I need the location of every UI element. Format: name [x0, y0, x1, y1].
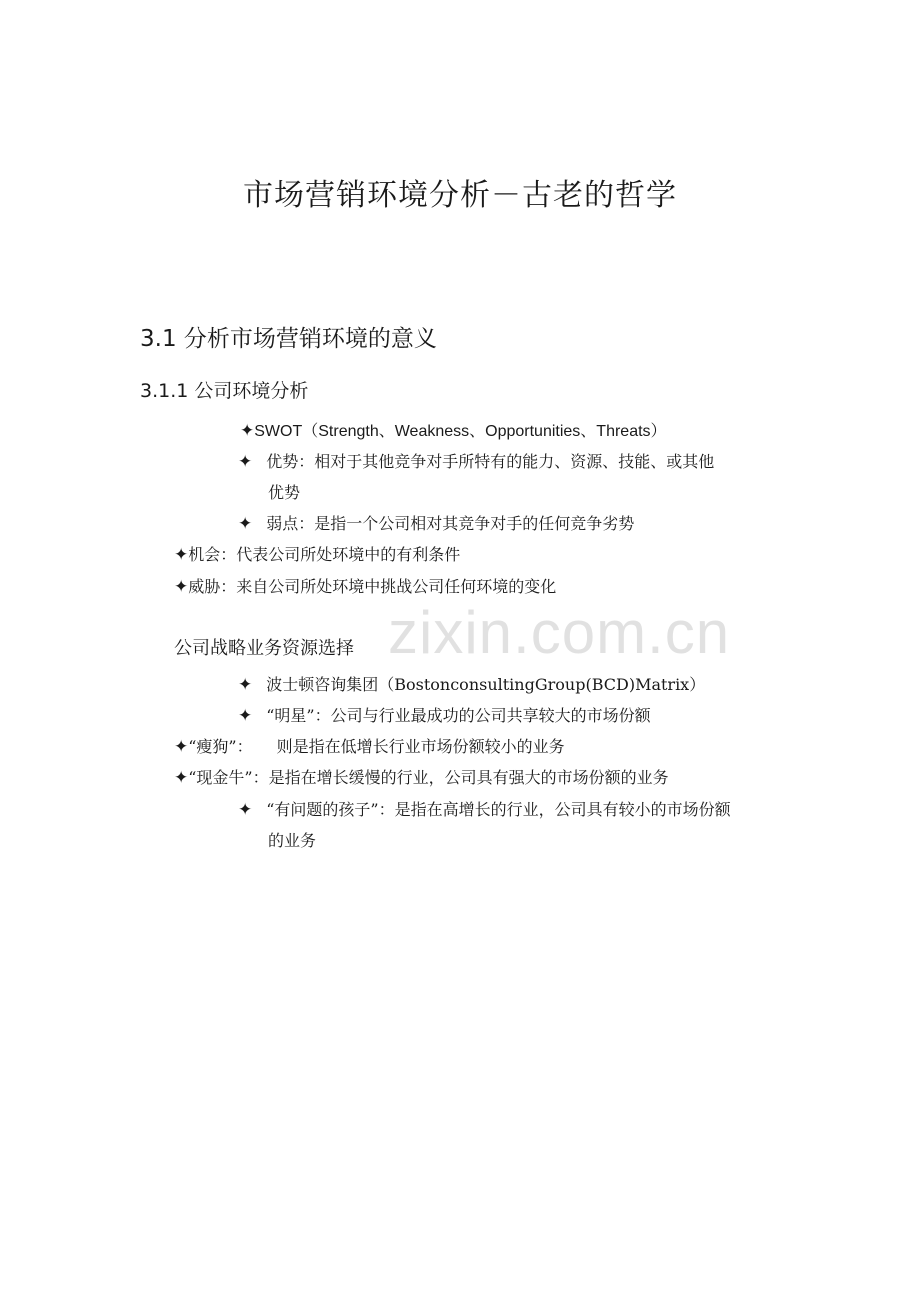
bullet-star-icon: ✦	[174, 768, 189, 788]
bullet-star-icon: ✦	[238, 800, 253, 820]
section-heading: 3.1 分析市场营销环境的意义	[140, 326, 437, 352]
strategy-heading: 公司战略业务资源选择	[174, 638, 354, 659]
bullet-star-icon: ✦	[238, 706, 253, 726]
swot-line	[240, 421, 667, 442]
bullet-star-icon: ✦	[238, 452, 253, 472]
bcg-intro-line	[238, 675, 705, 695]
bcg-dog-text: 则是指在低增长行业市场份额较小的业务	[276, 737, 565, 756]
page-title: 市场营销环境分析－古老的哲学	[243, 178, 677, 213]
subsection-heading: 3.1.1 公司环境分析	[140, 380, 309, 402]
weakness-text: 弱点：是指一个公司相对其竞争对手的任何竞争劣势	[266, 514, 635, 533]
watermark: zixin.com.cn	[388, 599, 731, 666]
strength-text-cont: 优势	[268, 483, 301, 502]
opportunity-line	[174, 545, 460, 565]
bullet-star-icon: ✦	[238, 675, 253, 695]
bcg-question-text: “有问题的孩子”：是指在高增长的行业，公司具有较小的市场份额	[266, 800, 731, 819]
threat-text: 威胁：来自公司所处环境中挑战公司任何环境的变化	[188, 577, 557, 596]
bcg-dog-line	[174, 737, 565, 757]
bcg-cow-line	[174, 768, 669, 788]
bcg-star-line	[238, 706, 651, 726]
bcg-cow-text: “现金牛”：是指在增长缓慢的行业，公司具有强大的市场份额的业务	[188, 768, 669, 787]
weakness-line	[238, 514, 634, 534]
bcg-question-line	[238, 800, 731, 820]
strength-line-cont	[268, 483, 300, 503]
opportunity-text: 机会：代表公司所处环境中的有利条件	[188, 545, 461, 564]
bcg-dog-label: “瘦狗”：	[188, 737, 253, 756]
bcg-star-text: “明星”：公司与行业最成功的公司共享较大的市场份额	[266, 706, 651, 725]
threat-line	[174, 577, 556, 597]
strength-line	[238, 452, 714, 472]
bcg-intro-text: 波士顿咨询集团（BostonconsultingGroup(BCD)Matrix）	[266, 675, 706, 694]
bullet-star-icon: ✦	[238, 514, 253, 534]
bullet-star-icon: ✦	[174, 577, 189, 597]
bcg-question-line-cont	[268, 831, 316, 851]
bullet-star-icon: ✦	[174, 545, 189, 565]
strength-text: 优势：相对于其他竞争对手所特有的能力、资源、技能、或其他	[266, 452, 715, 471]
swot-text: SWOT（Strength、Weakness、Opportunities、Threats）	[254, 423, 667, 440]
bullet-star-icon: ✦	[240, 421, 255, 441]
bcg-question-text-cont: 的业务	[268, 831, 317, 850]
bullet-star-icon: ✦	[174, 737, 189, 757]
